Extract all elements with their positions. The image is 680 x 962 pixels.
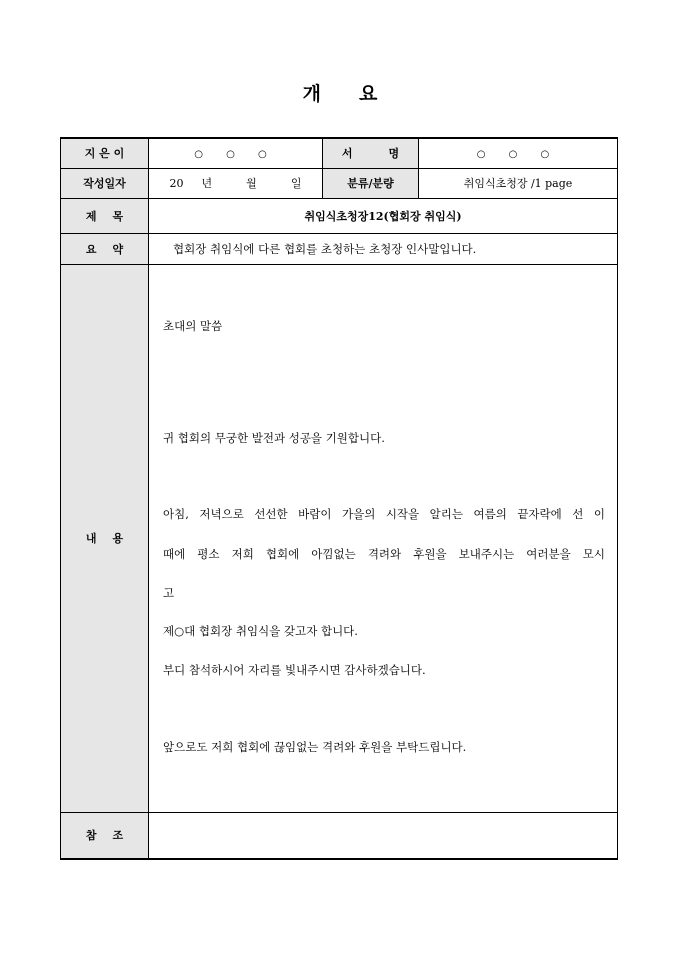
row-content [61,264,618,812]
overview-form-table [60,137,618,860]
signature-value: ○ ○ ○ [419,138,618,168]
page-title [0,79,680,106]
page-title-part2: 요 [359,83,378,105]
content-line-5: 제○대 협회장 취임식을 갖고자 합니다. [163,623,358,638]
content-line-1: 귀 협회의 무궁한 발전과 성공을 기원합니다. [163,430,385,445]
category-value: 취임식초청장 /1 page [419,168,618,198]
date-value: 20 년 월 일 [149,168,323,198]
signature-label: 서 명 [323,138,419,168]
subject-label: 제 목 [61,198,149,233]
content-heading: 초대의 말씀 [163,318,223,333]
row-date [61,168,618,198]
content-label: 내 용 [61,264,149,812]
content-line-6: 부디 참석하시어 자리를 빛내주시면 감사하겠습니다. [163,662,426,677]
page-title-part1: 개 [302,83,321,105]
content-line-2: 아침, 저녁으로 선선한 바람이 가을의 시작을 알리는 여름의 끝자락에 선 이 [163,506,605,521]
content-line-7: 앞으로도 저희 협회에 끊임없는 격려와 후원을 부탁드립니다. [163,739,467,754]
content-line-4: 고 [163,585,175,600]
content-body [149,264,618,812]
row-reference [61,812,618,859]
author-value: ○ ○ ○ [149,138,323,168]
subject-value: 취임식초청장12(협회장 취임식) [149,198,618,233]
summary-value: 협회장 취임식에 다른 협회를 초청하는 초청장 인사말입니다. [149,233,618,264]
reference-label: 참 조 [61,812,149,859]
author-label: 지 은 이 [61,138,149,168]
date-label: 작성일자 [61,168,149,198]
row-subject [61,198,618,233]
reference-value [149,812,618,859]
summary-label: 요 약 [61,233,149,264]
row-summary [61,233,618,264]
row-author [61,138,618,168]
category-label: 분류/분량 [323,168,419,198]
content-line-3: 때에 평소 저희 협회에 아낌없는 격려와 후원을 보내주시는 여러분을 모시 [163,546,605,561]
